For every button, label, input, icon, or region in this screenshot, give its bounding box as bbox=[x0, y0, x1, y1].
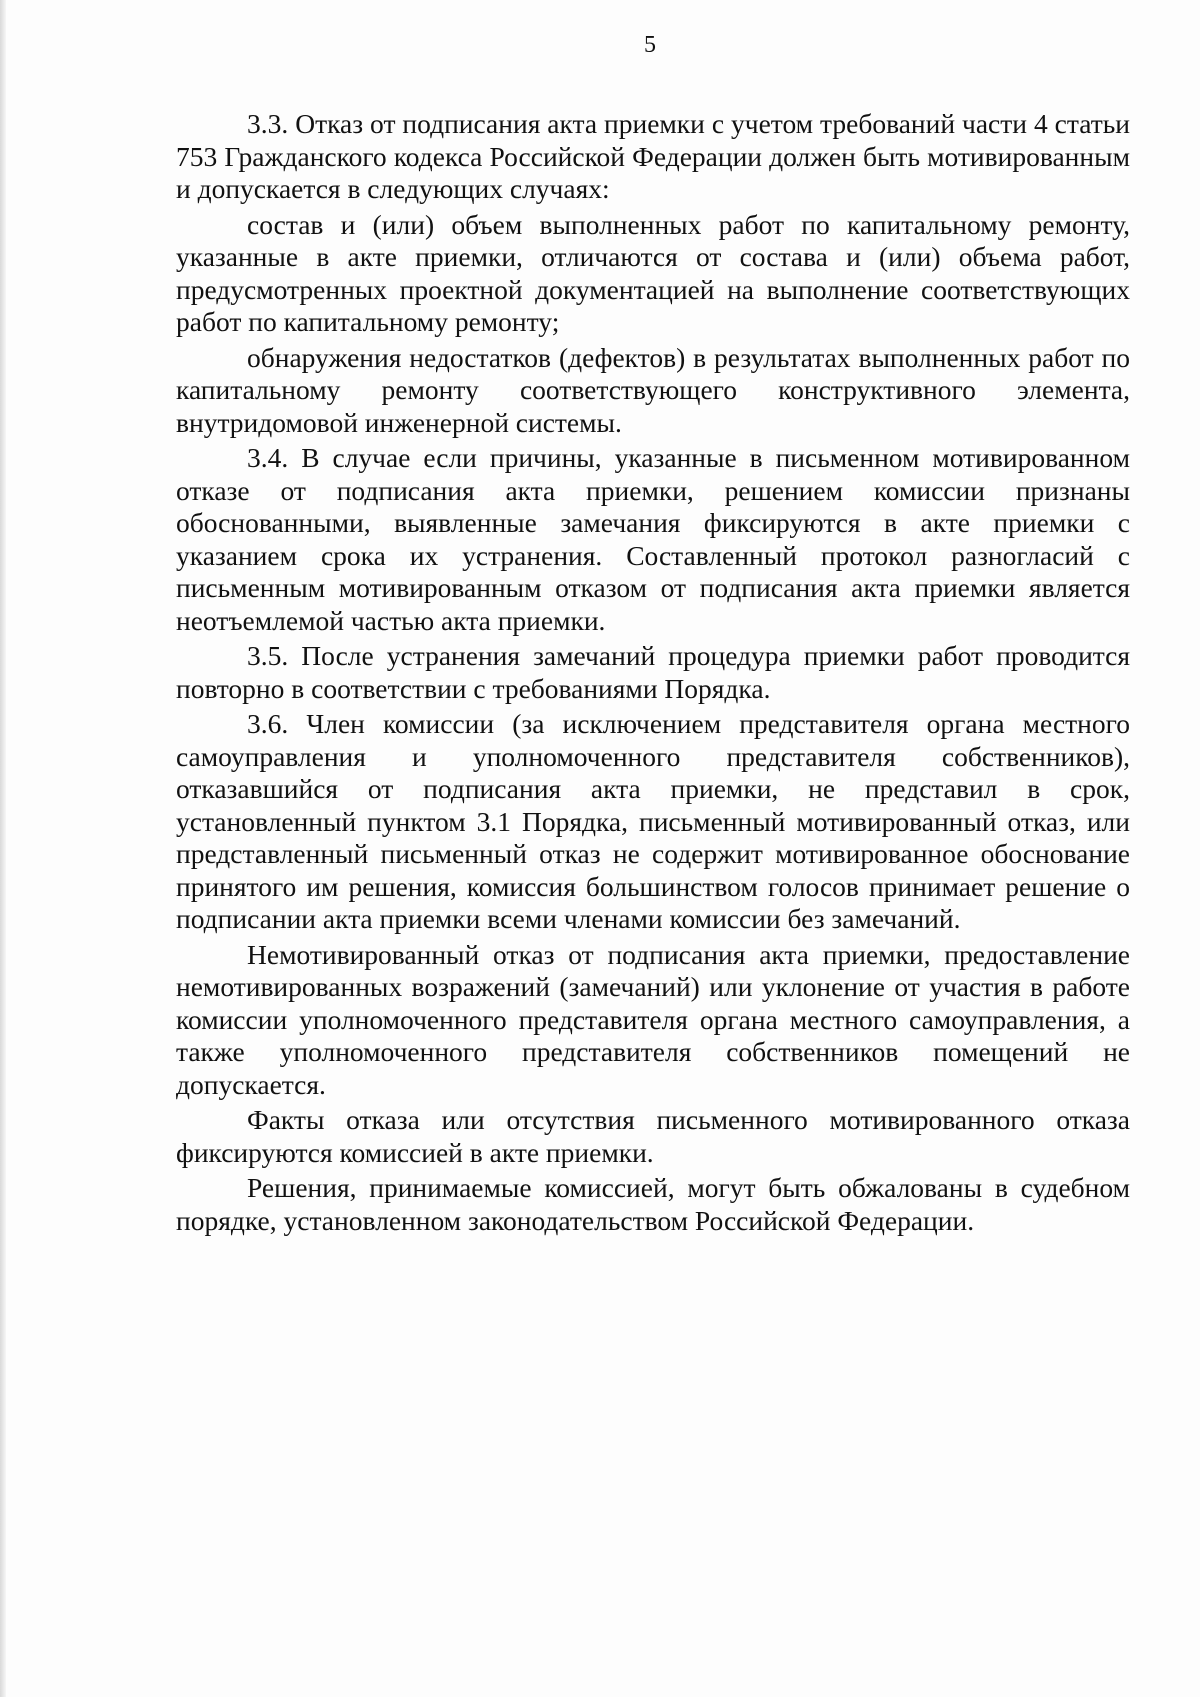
document-body bbox=[176, 108, 1130, 1240]
paragraph-appeal: Решения, принимаемые комиссией, могут быть обжалованы в судебном порядке, установленном законодательством Российской Федерации. bbox=[176, 1172, 1130, 1236]
paragraph-refusal-facts: Факты отказа или отсутствия письменного мотивированного отказа фиксируются комиссией в акте приемки. bbox=[176, 1104, 1130, 1168]
paragraph-3-3: 3.3. Отказ от подписания акта приемки с учетом требований части 4 статьи 753 Гражданского кодекса Российской Федерации должен быть мотивированным и допускается в следующих случаях: bbox=[176, 108, 1130, 204]
paragraph-unmotivated-refusal: Немотивированный отказ от подписания акта приемки, предоставление немотивированных возражений (замечаний) или уклонение от участия в работе комиссии уполномоченного представителя органа местного самоуправления, а также уполномоченного представителя собственников помещений не допускается. bbox=[176, 938, 1130, 1100]
paragraph-case-composition: состав и (или) объем выполненных работ по капитальному ремонту, указанные в акте приемки, отличаются от состава и (или) объема работ, предусмотренных проектной документацией на выполнение соответствующих работ по капитальному ремонту; bbox=[176, 208, 1130, 337]
scan-edge-shadow bbox=[0, 0, 6, 1697]
paragraph-case-defects: обнаружения недостатков (дефектов) в результатах выполненных работ по капитальному ремонту соответствующего конструктивного элемента, внутридомовой инженерной системы. bbox=[176, 341, 1130, 438]
paragraph-3-5: 3.5. После устранения замечаний процедура приемки работ проводится повторно в соответствии с требованиями Порядка. bbox=[176, 640, 1130, 704]
paragraph-3-6: 3.6. Член комиссии (за исключением представителя органа местного самоуправления и уполномоченного представителя собственников), отказавшийся от подписания акта приемки, не представил в срок, установленный пунктом 3.1 Порядка, письменный мотивированный отказ, или представленный письменный отказ не содержит мотивированное обоснование принятого им решения, комиссия большинством голосов принимает решение о подписании акта приемки всеми членами комиссии без замечаний. bbox=[176, 708, 1130, 934]
page-number: 5 bbox=[644, 32, 656, 58]
paragraph-3-4: 3.4. В случае если причины, указанные в письменном мотивированном отказе от подписания акта приемки, решением комиссии признаны обоснованными, выявленные замечания фиксируются в акте приемки с указанием срока их устранения. Составленный протокол разногласий с письменным мотивированным отказом от подписания акта приемки является неотъемлемой частью акта приемки. bbox=[176, 442, 1130, 636]
